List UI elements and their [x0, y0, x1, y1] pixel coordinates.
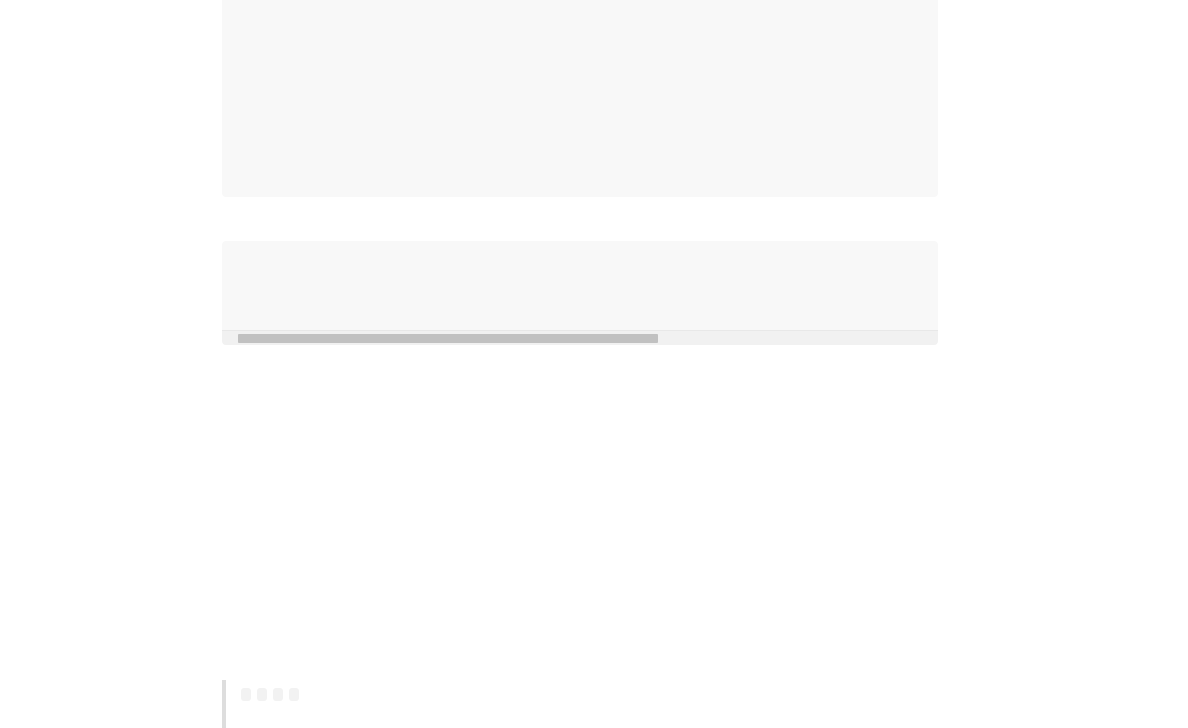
scrollbar-thumb[interactable] — [238, 334, 658, 343]
inline-code — [273, 688, 283, 701]
inline-code — [289, 688, 299, 701]
code-line-command — [235, 254, 925, 270]
blockquote-note — [222, 680, 938, 728]
code-block-ps-l-content — [222, 241, 938, 329]
scroll-right-arrow-icon[interactable] — [924, 333, 936, 345]
inline-code — [257, 688, 267, 701]
code-block-ps-l — [222, 241, 938, 345]
inline-code — [241, 688, 251, 701]
code-block-ps-examples — [222, 0, 938, 197]
horizontal-scrollbar[interactable] — [222, 330, 938, 345]
scroll-left-arrow-icon[interactable] — [224, 333, 236, 345]
